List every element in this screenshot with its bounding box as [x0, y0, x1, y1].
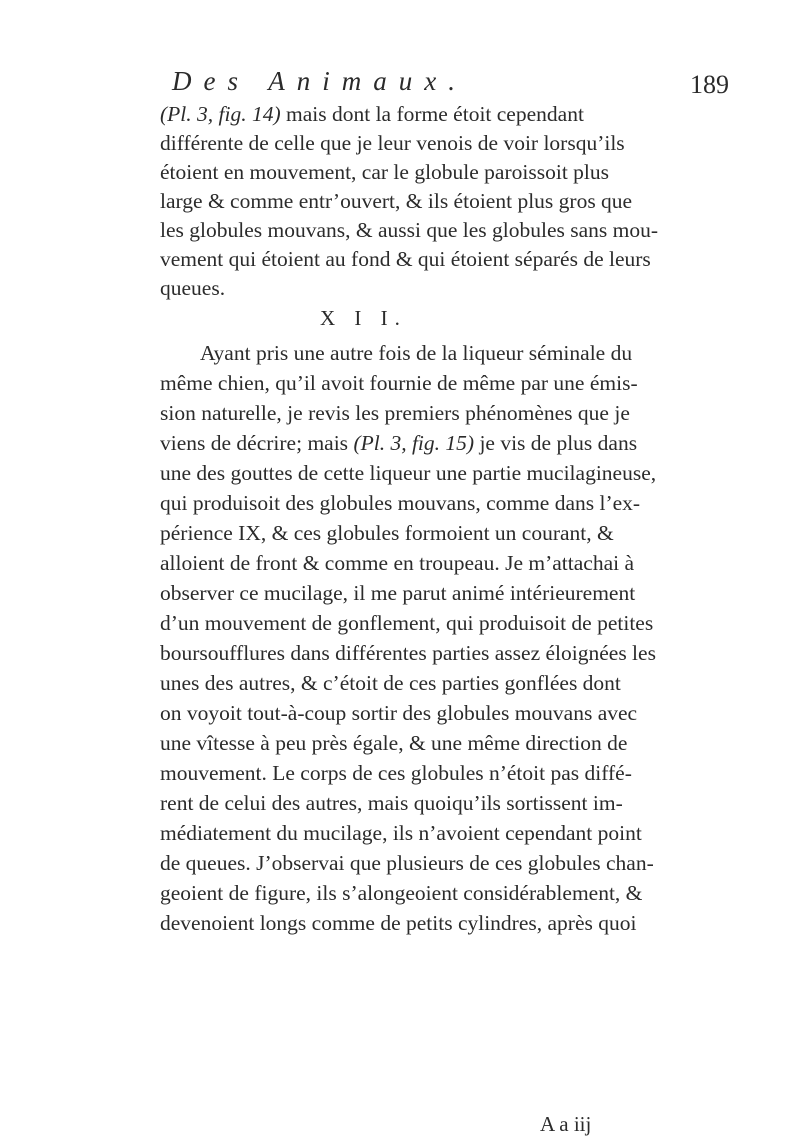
text-line: sion naturelle, je revis les premiers phénomènes que je [160, 401, 630, 425]
text-line: on voyoit tout-à-coup sortir des globules mouvans avec [160, 701, 638, 725]
text-line: devenoient longs comme de petits cylindres, après quoi [160, 911, 637, 935]
text-line: une vîtesse à peu près égale, & une même direction de [160, 731, 628, 755]
text-line: rent de celui des autres, mais quoiqu’ils sortissent im- [160, 791, 623, 815]
running-head [0, 66, 800, 106]
text-line: vement qui étoient au fond & qui étoient séparés de leurs [160, 247, 651, 271]
signature-mark: A a iij [540, 1112, 592, 1136]
text-line: différente de celle que je leur venois de voir lorsqu’ils [160, 131, 625, 155]
plate-reference: (Pl. 3, fig. 14) [160, 102, 281, 126]
text-line: alloient de front & comme en troupeau. Je m’attachai à [160, 551, 635, 575]
text-line: boursoufflures dans différentes parties assez éloignées les [160, 641, 656, 665]
plate-reference: (Pl. 3, fig. 15) [353, 431, 475, 455]
text-line: même chien, qu’il avoit fournie de même par une émis- [160, 371, 638, 395]
text-line: les globules mouvans, & aussi que les globules sans mou- [160, 218, 659, 242]
text-line: observer ce mucilage, il me parut animé intérieurement [160, 581, 636, 605]
text-line: Ayant pris une autre fois de la liqueur séminale du [200, 341, 633, 365]
line-text: mais dont la forme étoit cependant [280, 102, 584, 126]
page-number: 189 [690, 70, 729, 99]
text-line: une des gouttes de cette liqueur une partie mucilagineuse, [160, 461, 657, 485]
text-line: qui produisoit des globules mouvans, comme dans l’ex- [160, 491, 641, 515]
text-line [160, 430, 637, 456]
text-line: queues. [160, 276, 226, 300]
line-text: viens de décrire; mais [160, 431, 354, 455]
text-line: médiatement du mucilage, ils n’avoient cependant point [160, 821, 642, 845]
text-line: périence IX, & ces globules formoient un courant, & [160, 521, 614, 545]
section-heading: X I I. [320, 306, 407, 330]
line-text: je vis de plus dans [474, 431, 638, 455]
text-line: de queues. J’observai que plusieurs de ces globules chan- [160, 851, 654, 875]
text-line: d’un mouvement de gonflement, qui produisoit de petites [160, 611, 654, 635]
text-line: étoient en mouvement, car le globule paroissoit plus [160, 160, 610, 184]
running-title: Des Animaux. [172, 66, 467, 96]
text-line [160, 101, 584, 127]
text-line: geoient de figure, ils s’alongeoient considérablement, & [160, 881, 643, 905]
text-line: large & comme entr’ouvert, & ils étoient plus gros que [160, 189, 633, 213]
text-line: mouvement. Le corps de ces globules n’étoit pas diffé- [160, 761, 632, 785]
text-line: unes des autres, & c’étoit de ces parties gonflées dont [160, 671, 621, 695]
